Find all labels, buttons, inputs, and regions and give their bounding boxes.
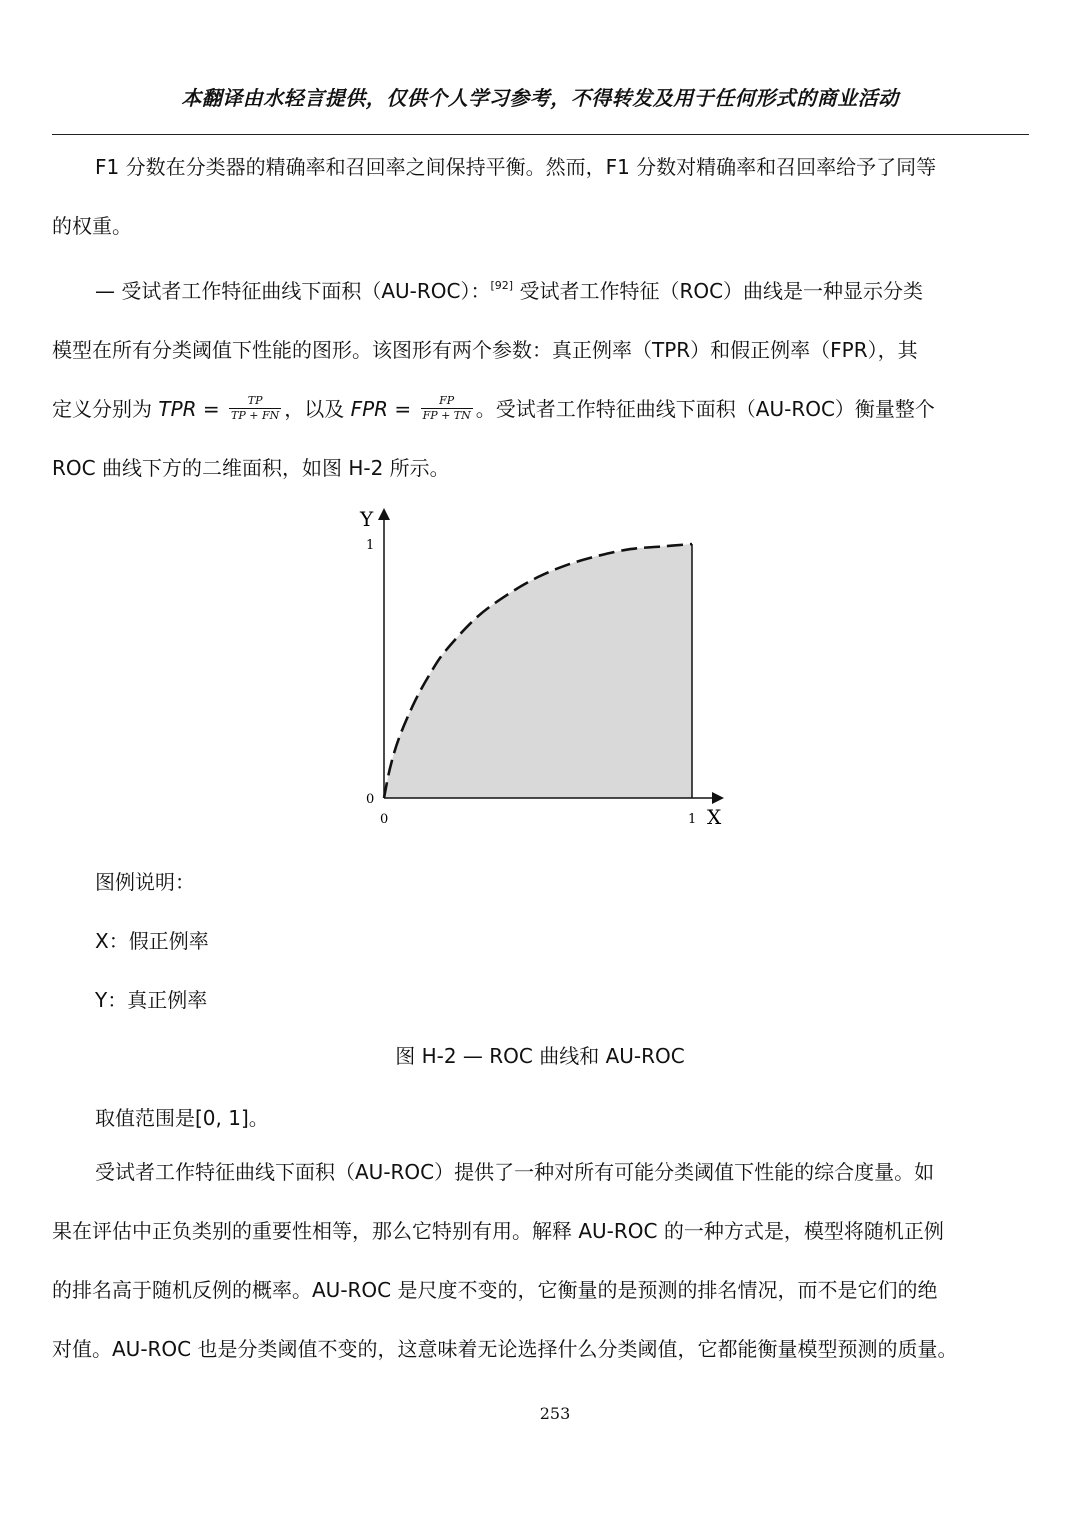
legend-x-item: X：假正例率 [95,929,209,953]
y-tick-label: 0 [366,792,375,807]
auroc-heading: — 受试者工作特征曲线下面积（AU-ROC）： [95,279,491,303]
paragraph-line: 的权重。 [52,214,132,238]
auc-area [384,544,692,798]
x-tick-label: 0 [380,812,389,827]
tpr-fraction [229,394,281,423]
page-header: 本翻译由水轻言提供，仅供个人学习参考，不得转发及用于任何形式的商业活动 [181,86,899,110]
paragraph-auroc-definition [52,256,1012,498]
tpr-symbol: TPR [158,397,197,421]
equals-sign: = [388,397,418,421]
equals-sign: = [196,397,227,421]
paragraph-f1 [52,138,1012,256]
text-span: ，以及 [284,397,351,421]
x-tick-label: 1 [688,812,697,827]
text-span: 。受试者工作特征曲线下面积（AU-ROC）衡量整个 [475,397,935,421]
legend-title: 图例说明： [95,870,195,894]
paragraph-line: 的排名高于随机反例的概率。AU-ROC 是尺度不变的，它衡量的是预测的排名情况，而不是它们的绝 [52,1278,938,1302]
paragraph-line [52,380,1012,439]
header-rule [52,134,1029,135]
roc-chart [350,500,740,840]
legend-y-item: Y：真正例率 [95,988,208,1012]
fraction-numerator: TP [247,394,263,407]
paragraph-auroc-summary [52,1143,1012,1379]
fpr-fraction [421,394,473,423]
y-axis-label: Y [360,507,374,531]
paragraph-line: 对值。AU-ROC 也是分类阈值不变的，这意味着无论选择什么分类阈值，它都能衡量模型预测的质量。 [52,1337,958,1361]
paragraph-line: ROC 曲线下方的二维面积，如图 H-2 所示。 [52,456,450,480]
x-axis-label: X [707,805,722,829]
fpr-symbol: FPR [350,397,389,421]
fraction-denominator: FP + TN [422,409,471,422]
paragraph-line: 模型在所有分类阈值下性能的图形。该图形有两个参数：真正例率（TPR）和假正例率（FPR），其 [52,338,918,362]
range-text: 取值范围是[0, 1]。 [95,1106,269,1130]
page-number: 253 [539,1404,571,1423]
reference-link[interactable]: [92] [490,279,514,292]
y-tick-label: 1 [366,538,375,553]
paragraph-line: 果在评估中正负类别的重要性相等，那么它特别有用。解释 AU-ROC 的一种方式是，模型将随机正例 [52,1219,944,1243]
paragraph-line: 受试者工作特征曲线下面积（AU-ROC）提供了一种对所有可能分类阈值下性能的综合度量。如 [95,1160,935,1184]
text-span: 定义分别为 [52,397,159,421]
figure-caption: 图 H-2 — ROC 曲线和 AU-ROC [395,1044,685,1068]
text-span: 受试者工作特征（ROC）曲线是一种显示分类 [513,279,924,303]
paragraph-line: F1 分数在分类器的精确率和召回率之间保持平衡。然而，F1 分数对精确率和召回率给予了同等 [95,155,937,179]
fraction-denominator: TP + FN [231,409,280,422]
fraction-numerator: FP [439,394,455,407]
paragraph-line [52,256,1012,321]
